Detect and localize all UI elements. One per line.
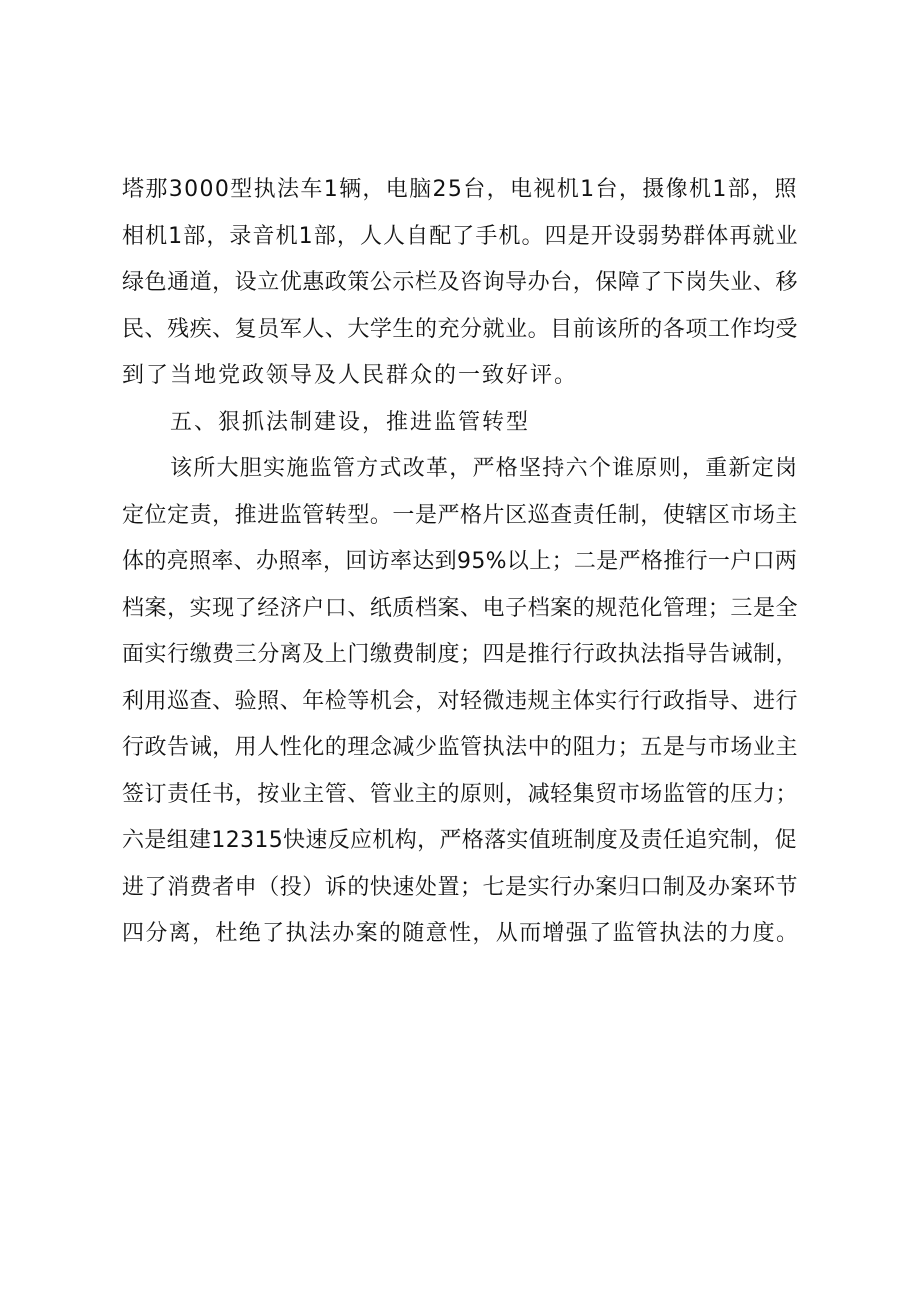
body-line: 相机1部，录音机1部，人人自配了手机。四是开设弱势群体再就业 bbox=[122, 224, 799, 249]
body-line: 利用巡查、验照、年检等机会，对轻微违规主体实行行政指导、进行 bbox=[122, 689, 799, 714]
body-line: 绿色通道，设立优惠政策公示栏及咨询导办台，保障了下岗失业、移 bbox=[122, 270, 799, 295]
body-line: 塔那3000型执法车1辆，电脑25台，电视机1台，摄像机1部，照 bbox=[122, 177, 798, 202]
body-line: 该所大胆实施监管方式改革，严格坚持六个谁原则，重新定岗 bbox=[170, 456, 799, 481]
body-line: 定位定责，推进监管转型。一是严格片区巡查责任制，使辖区市场主 bbox=[122, 503, 799, 528]
body-line: 体的亮照率、办照率，回访率达到95%以上；二是严格推行一户口两 bbox=[122, 549, 798, 574]
body-line: 签订责任书，按业主管、管业主的原则，减轻集贸市场监管的压力； bbox=[122, 782, 799, 807]
body-line: 行政告诫，用人性化的理念减少监管执法中的阻力；五是与市场业主 bbox=[122, 735, 799, 760]
body-line: 四分离，杜绝了执法办案的随意性，从而增强了监管执法的力度。 bbox=[122, 921, 800, 946]
body-line: 进了消费者申（投）诉的快速处置；七是实行办案归口制及办案环节 bbox=[122, 875, 799, 900]
section-heading: 五、狠抓法制建设，推进监管转型 bbox=[170, 410, 531, 435]
body-line: 档案，实现了经济户口、纸质档案、电子档案的规范化管理；三是全 bbox=[122, 596, 799, 621]
body-line: 民、残疾、复员军人、大学生的充分就业。目前该所的各项工作均受 bbox=[122, 317, 799, 342]
body-line: 到了当地党政领导及人民群众的一致好评。 bbox=[122, 363, 579, 388]
body-line: 面实行缴费三分离及上门缴费制度；四是推行行政执法指导告诫制， bbox=[122, 642, 799, 667]
body-line: 六是组建12315快速反应机构，严格落实值班制度及责任追究制，促 bbox=[122, 828, 797, 853]
